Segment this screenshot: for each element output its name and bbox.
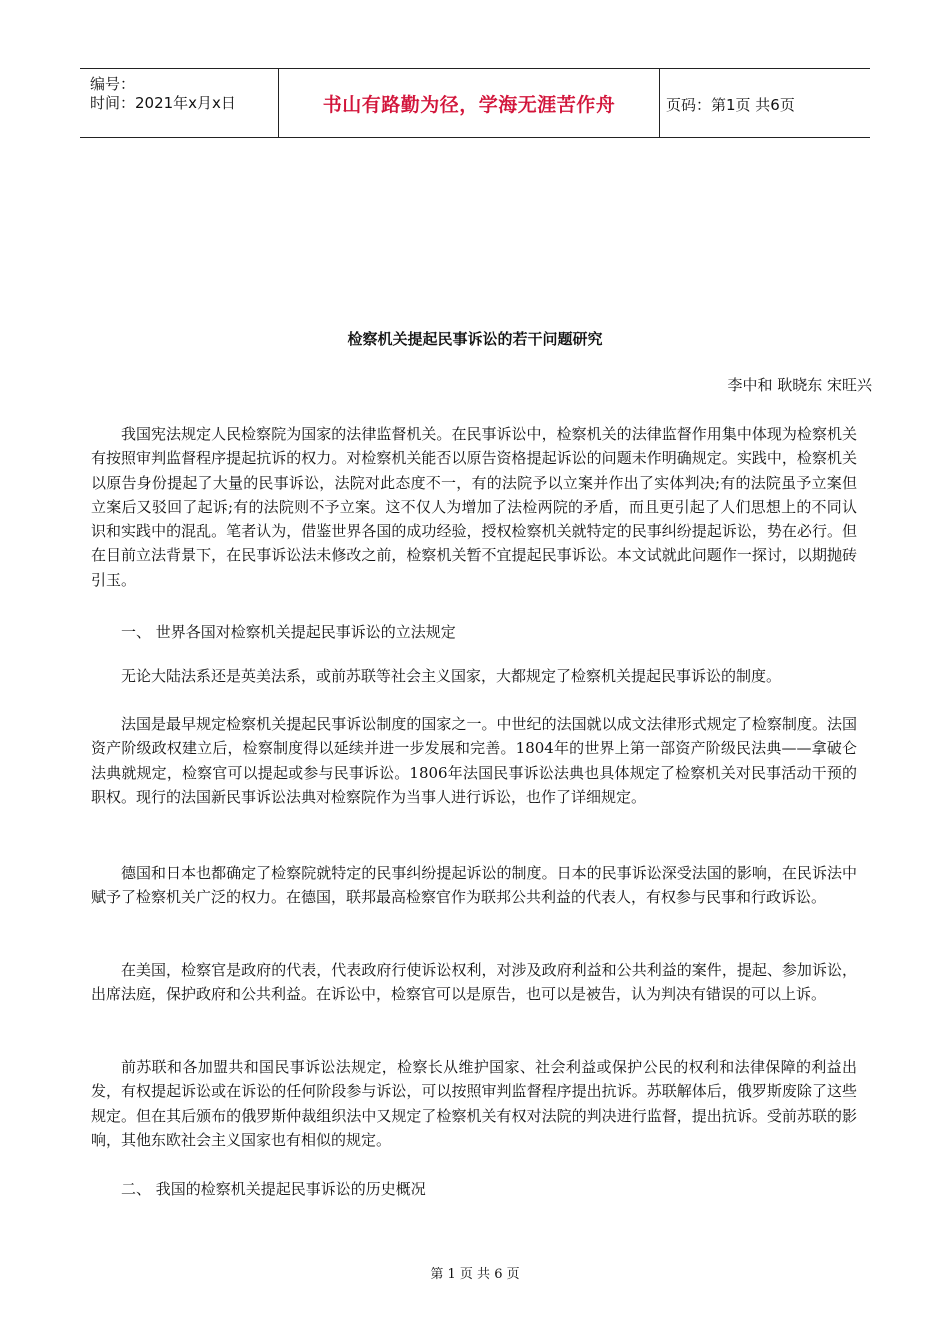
section-heading-1: 一、 世界各国对检察机关提起民事诉讼的立法规定	[121, 623, 456, 641]
document-number-label: 编号：	[90, 75, 136, 93]
paragraph-intro: 我国宪法规定人民检察院为国家的法律监督机关。在民事诉讼中，检察机关的法律监督作用集中体现为检察机关有按照审判监督程序提起抗诉的权力。对检察机关能否以原告资格提起诉讼的问题未作明确规定。实践中，检察机关以原告身份提起了大量的民事诉讼，法院对此态度不一，有的法院予以立案并作出了实体判决;有的法院虽予立案但立案后又驳回了起诉;有的法院则不予立案。这不仅人为增加了法检两院的矛盾，而且更引起了人们思想上的不同认识和实践中的混乱。笔者认为，借鉴世界各国的成功经验，授权检察机关就特定的民事纠纷提起诉讼，势在必行。但在目前立法背景下，在民事诉讼法未修改之前，检察机关暂不宜提起民事诉讼。本文试就此问题作一探讨，以期抛砖引玉。	[91, 425, 857, 589]
header-right-cell	[660, 69, 870, 137]
paragraph-france: 法国是最早规定检察机关提起民事诉讼制度的国家之一。中世纪的法国就以成文法律形式规定了检察制度。法国资产阶级政权建立后，检察制度得以延续并进一步发展和完善。1804年的世界上第一部资产阶级民法典——拿破仑法典就规定，检察官可以提起或参与民事诉讼。1806年法国民事诉讼法典也具体规定了检察机关对民事活动干预的职权。现行的法国新民事诉讼法典对检察院作为当事人进行诉讼，也作了详细规定。	[91, 715, 857, 806]
article-authors: 李中和 耿晓东 宋旺兴	[727, 376, 872, 394]
paragraph-soviet: 前苏联和各加盟共和国民事诉讼法规定，检察长从维护国家、社会利益或保护公民的权利和法律保障的利益出发，有权提起诉讼或在诉讼的任何阶段参与诉讼，可以按照审判监督程序提出抗诉。苏联解体后，俄罗斯废除了这些规定。但在其后颁布的俄罗斯仲裁组织法中又规定了检察机关有权对法院的判决进行监督，提出抗诉。受前苏联的影响，其他东欧社会主义国家也有相似的规定。	[91, 1058, 857, 1149]
paragraph-germany-japan: 德国和日本也都确定了检察院就特定的民事纠纷提起诉讼的制度。日本的民事诉讼深受法国的影响，在民诉法中赋予了检察机关广泛的权力。在德国，联邦最高检察官作为联邦公共利益的代表人，有权参与民事和行政诉讼。	[91, 864, 857, 907]
header-page-label: 页码：第1页 共6页	[666, 96, 795, 114]
header-motto: 书山有路勤为径，学海无涯苦作舟	[322, 94, 616, 116]
header-motto-cell	[279, 69, 660, 137]
document-time-label: 时间：2021年x月x日	[90, 94, 236, 112]
page-footer: 第 1 页 共 6 页	[430, 1267, 520, 1282]
section-heading-2: 二、 我国的检察机关提起民事诉讼的历史概况	[121, 1180, 426, 1198]
paragraph-usa: 在美国，检察官是政府的代表，代表政府行使诉讼权利，对涉及政府利益和公共利益的案件，提起、参加诉讼，出席法庭，保护政府和公共利益。在诉讼中，检察官可以是原告，也可以是被告，认为判决有错误的可以上诉。	[91, 961, 857, 1004]
article-title: 检察机关提起民事诉讼的若干问题研究	[347, 330, 603, 348]
document-header	[80, 68, 870, 138]
paragraph-2: 无论大陆法系还是英美法系，或前苏联等社会主义国家，大都规定了检察机关提起民事诉讼的制度。	[121, 667, 782, 685]
header-left-cell	[80, 69, 279, 137]
